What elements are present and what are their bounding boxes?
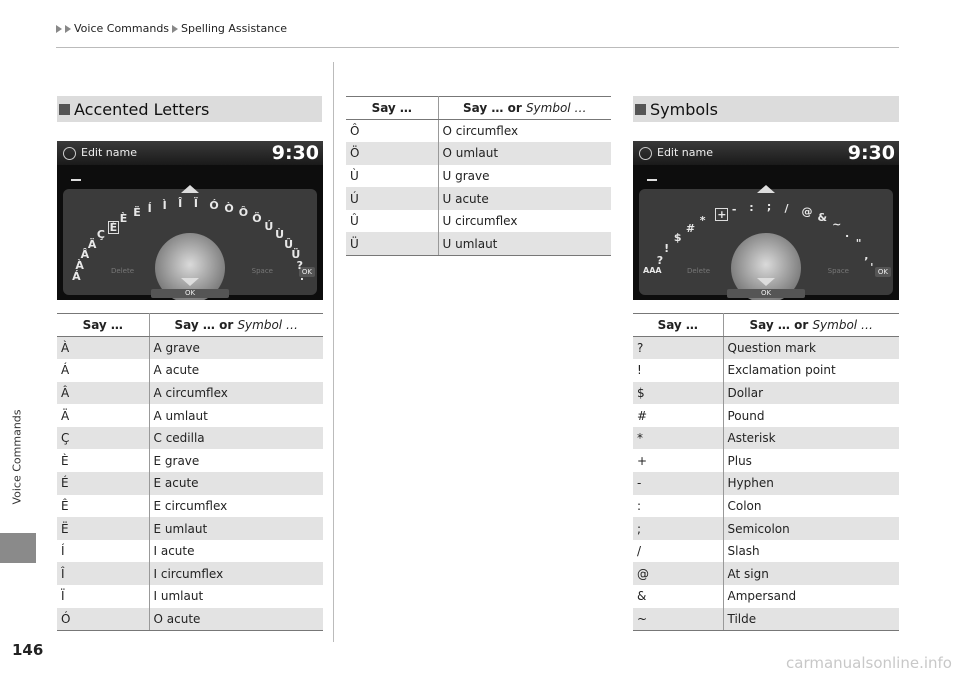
col-header-symbol: Symbol … <box>525 101 587 115</box>
accented-table <box>57 313 323 631</box>
header-rule <box>56 47 899 48</box>
col-header-say: Say … <box>57 314 149 337</box>
screen-char: . <box>299 270 305 284</box>
screen-delete-label: Delete <box>687 267 710 275</box>
name-cell: U grave <box>442 168 490 183</box>
name-cell: Pound <box>727 408 765 423</box>
section-header-symbols <box>633 96 899 122</box>
watermark: carmanualsonline.info <box>786 654 952 672</box>
col-header-say-or-symbol <box>438 97 611 120</box>
screen-char: / <box>784 201 789 215</box>
text-cursor <box>647 179 657 181</box>
screen-char: Ì <box>162 198 167 212</box>
screen-ok-bar: OK <box>727 289 805 298</box>
page-number: 146 <box>12 641 44 659</box>
name-cell: O acute <box>149 608 323 631</box>
say-cell: À <box>57 337 149 360</box>
name-cell: E umlaut <box>149 517 323 540</box>
breadcrumb-item-spelling-assistance: Spelling Assistance <box>181 22 288 35</box>
say-cell: @ <box>633 562 723 585</box>
screen-char: " <box>855 237 862 251</box>
say-cell: Ü <box>346 232 438 255</box>
name-cell: Colon <box>727 498 762 513</box>
say-cell: Û <box>346 210 438 233</box>
say-cell: ~ <box>633 608 723 631</box>
table-row <box>346 187 611 210</box>
screen-title: Edit name <box>657 146 713 159</box>
col-header-prefix: Say … or <box>749 318 809 332</box>
screen-space-label: Space <box>251 267 273 275</box>
name-cell: I circumflex <box>149 562 323 585</box>
screen-aaa-label: AAA <box>643 266 662 275</box>
say-cell: Ù <box>346 165 438 188</box>
screen-char: Ü <box>291 247 301 261</box>
say-cell: Ä <box>57 404 149 427</box>
table-row <box>633 608 899 631</box>
symbols-table <box>633 313 899 631</box>
screen-char: & <box>817 210 828 224</box>
screen-char: * <box>699 213 706 227</box>
breadcrumb <box>56 22 287 35</box>
table-row <box>57 608 323 631</box>
section-square-icon <box>635 104 646 115</box>
say-cell: É <box>57 472 149 495</box>
name-cell: O umlaut <box>438 142 611 165</box>
screen-char: + <box>717 208 727 222</box>
screen-delete-label: Delete <box>111 267 134 275</box>
screen-char: Û <box>284 237 294 251</box>
say-cell: ! <box>633 359 723 382</box>
say-cell: # <box>633 404 723 427</box>
breadcrumb-arrow-icon <box>65 25 71 33</box>
col-header-symbol: Symbol … <box>237 318 298 332</box>
say-cell: Ï <box>57 585 149 608</box>
col-header-say-or-symbol <box>149 314 323 337</box>
name-cell: A acute <box>153 363 200 378</box>
name-cell: E grave <box>153 453 200 468</box>
accented-screen-image <box>57 141 323 300</box>
side-tab-marker <box>0 533 36 563</box>
screen-ok-bar: OK <box>151 289 229 298</box>
table-row <box>633 540 899 563</box>
table-row <box>57 585 323 608</box>
col-header-say-or-symbol <box>723 314 899 337</box>
table-row <box>57 427 323 450</box>
screen-char: ? <box>296 258 304 272</box>
say-cell: Ê <box>57 495 149 518</box>
section-square-icon <box>59 104 70 115</box>
name-cell: A circumflex <box>149 382 323 405</box>
screen-char: Í <box>147 201 152 215</box>
say-cell: Ö <box>346 142 438 165</box>
breadcrumb-arrow-icon <box>56 25 62 33</box>
screen-char: @ <box>801 205 813 219</box>
say-cell: Â <box>57 382 149 405</box>
screen-char: - <box>731 203 737 217</box>
say-cell: Ó <box>57 608 149 631</box>
table-row <box>57 562 323 585</box>
name-cell: At sign <box>723 562 899 585</box>
accented-table-continued <box>346 96 611 256</box>
screen-char: Ï <box>193 197 198 211</box>
table-row <box>633 517 899 540</box>
name-cell: A grave <box>149 337 323 360</box>
name-cell: Slash <box>727 544 760 559</box>
screen-clock: 9:30 <box>271 142 319 164</box>
say-cell: Ô <box>346 120 438 143</box>
say-cell: + <box>633 449 723 472</box>
screen-char: ~ <box>832 218 842 232</box>
screen-ok-right: OK <box>299 267 315 277</box>
screen-char: Ä <box>87 237 97 251</box>
name-cell: Ampersand <box>727 589 797 604</box>
say-cell: Á <box>57 359 149 382</box>
table-row <box>57 517 323 540</box>
table-row <box>633 585 899 608</box>
arrow-down-icon <box>181 278 199 286</box>
home-icon <box>639 147 652 160</box>
screen-char: , <box>864 248 869 262</box>
table-row <box>57 382 323 405</box>
screen-char: À <box>75 258 84 272</box>
screen-char: Ú <box>264 219 274 233</box>
section-header-accented <box>57 96 322 122</box>
screen-char: # <box>685 221 696 235</box>
col-header-say: Say … <box>346 97 438 120</box>
screen-char: Ù <box>275 228 284 242</box>
table-row <box>633 359 899 382</box>
say-cell: * <box>633 427 723 450</box>
table-row <box>346 165 611 188</box>
name-cell: I acute <box>153 544 195 559</box>
screen-char: : <box>749 200 754 214</box>
side-label <box>2 372 32 542</box>
screen-char: ; <box>766 200 772 214</box>
name-cell: Plus <box>727 453 752 468</box>
screen-char: Î <box>178 197 183 211</box>
screen-char: Ô <box>238 206 249 220</box>
screen-space-label: Space <box>827 267 849 275</box>
say-cell: : <box>633 495 723 518</box>
table-row <box>633 562 899 585</box>
arrow-up-icon <box>181 185 199 193</box>
screen-char: Â <box>80 247 90 261</box>
table-row <box>633 337 899 360</box>
screen-char: Ó <box>209 198 219 212</box>
col-header-prefix: Say … or <box>174 318 234 332</box>
table-row <box>633 472 899 495</box>
say-cell: Ç <box>57 427 149 450</box>
breadcrumb-arrow-icon <box>172 25 178 33</box>
screen-char: . <box>844 226 850 240</box>
screen-char: Ò <box>224 201 234 215</box>
say-cell: È <box>57 449 149 472</box>
say-cell: / <box>633 540 723 563</box>
name-cell: Question mark <box>723 337 899 360</box>
name-cell: C cedilla <box>149 427 323 450</box>
table-row <box>346 120 611 143</box>
column-divider <box>333 62 334 642</box>
col-header-prefix: Say … or <box>463 101 522 115</box>
text-cursor <box>71 179 81 181</box>
name-cell: O circumflex <box>442 124 519 139</box>
side-tab <box>0 0 44 678</box>
table-row <box>57 359 323 382</box>
name-cell: Tilde <box>723 608 899 631</box>
side-label-text: Voice Commands <box>10 409 24 505</box>
screen-char: É <box>109 220 118 234</box>
symbols-screen-image <box>633 141 899 300</box>
screen-char: Ç <box>96 228 105 242</box>
screen-title: Edit name <box>81 146 137 159</box>
name-cell: Exclamation point <box>727 363 836 378</box>
screen-ok-right: OK <box>875 267 891 277</box>
name-cell: I umlaut <box>153 589 204 604</box>
name-cell: U acute <box>438 187 611 210</box>
name-cell: Asterisk <box>723 427 899 450</box>
section-title-symbols: Symbols <box>650 99 718 119</box>
table-row <box>346 142 611 165</box>
screen-char: $ <box>673 231 682 245</box>
say-cell: - <box>633 472 723 495</box>
name-cell: A umlaut <box>153 408 208 423</box>
name-cell: U umlaut <box>438 232 611 255</box>
col-header-say: Say … <box>633 314 723 337</box>
name-cell: U circumflex <box>442 214 518 229</box>
screen-char: ? <box>656 253 664 267</box>
table-row <box>57 404 323 427</box>
breadcrumb-item-voice-commands[interactable]: Voice Commands <box>74 22 170 35</box>
name-cell: Hyphen <box>723 472 899 495</box>
say-cell: ? <box>633 337 723 360</box>
arrow-up-icon <box>757 185 775 193</box>
screen-char: ! <box>664 242 670 256</box>
table-row <box>633 382 899 405</box>
say-cell: & <box>633 585 723 608</box>
arrow-down-icon <box>757 278 775 286</box>
col-header-symbol: Symbol … <box>812 318 873 332</box>
say-cell: Ú <box>346 187 438 210</box>
section-title-accented: Accented Letters <box>74 99 210 119</box>
table-row <box>346 210 611 233</box>
name-cell: Dollar <box>723 382 899 405</box>
screen-char: Á <box>72 270 81 284</box>
say-cell: ; <box>633 517 723 540</box>
say-cell: Í <box>57 540 149 563</box>
screen-char: Ë <box>133 206 141 220</box>
screen-char: Ö <box>252 212 262 226</box>
say-cell: Î <box>57 562 149 585</box>
table-row <box>346 232 611 255</box>
screen-char: ' <box>870 260 874 274</box>
say-cell: Ë <box>57 517 149 540</box>
say-cell: $ <box>633 382 723 405</box>
table-row <box>633 495 899 518</box>
screen-clock: 9:30 <box>847 142 895 164</box>
table-row <box>57 449 323 472</box>
name-cell: E circumflex <box>153 498 228 513</box>
name-cell: E acute <box>149 472 323 495</box>
table-row <box>633 449 899 472</box>
table-row <box>633 427 899 450</box>
home-icon <box>63 147 76 160</box>
name-cell: Semicolon <box>723 517 899 540</box>
screen-char: È <box>119 212 128 226</box>
table-row <box>57 495 323 518</box>
table-row <box>57 337 323 360</box>
table-row <box>57 540 323 563</box>
table-row <box>57 472 323 495</box>
table-row <box>633 404 899 427</box>
